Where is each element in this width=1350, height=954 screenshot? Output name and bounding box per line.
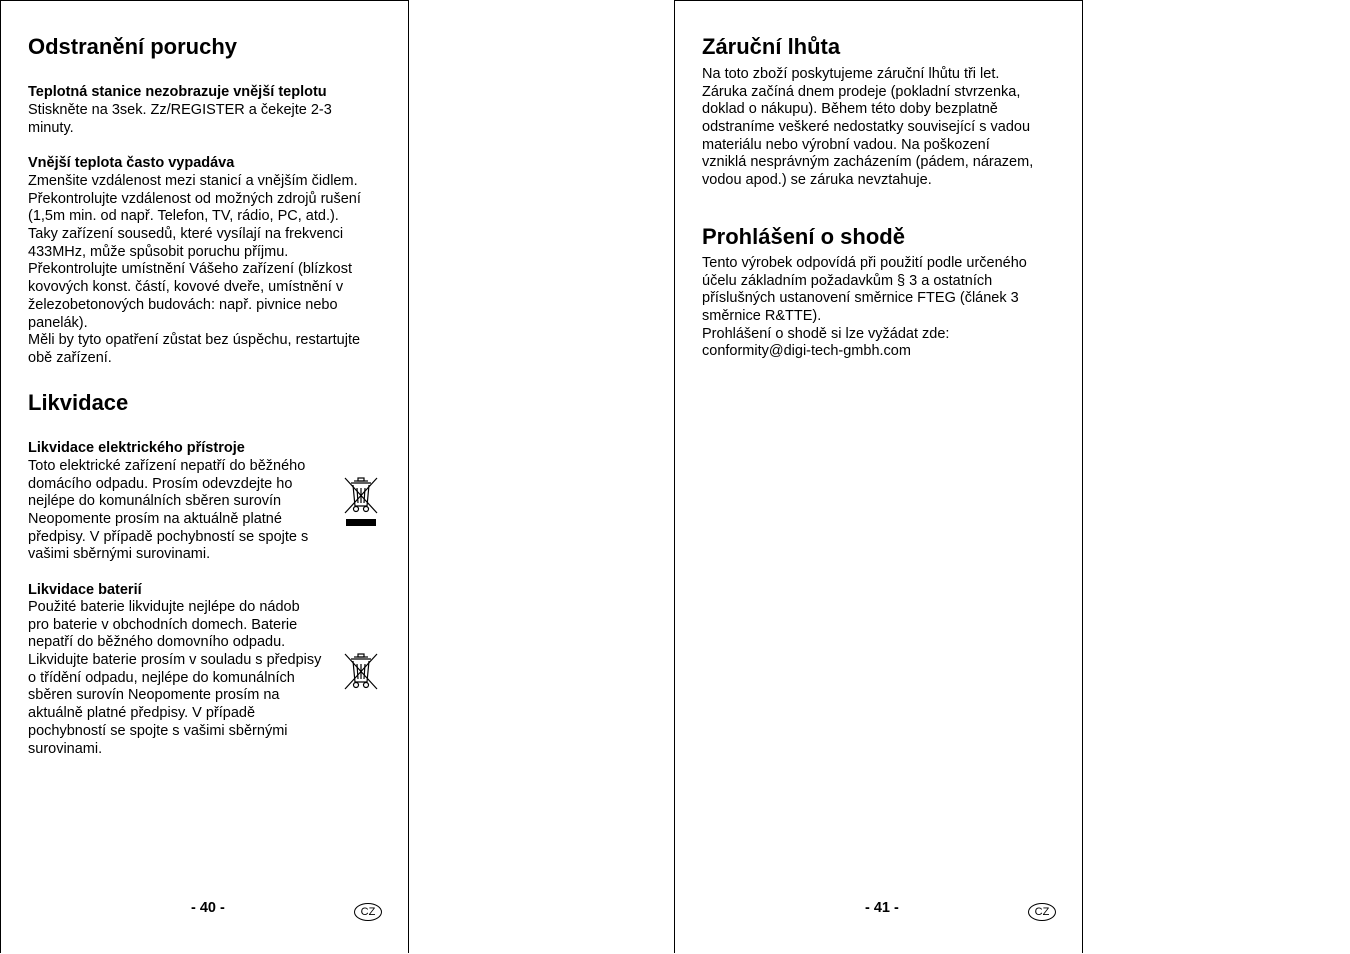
text-line: minuty. — [28, 119, 74, 136]
text-line: Překontrolujte vzdálenost od možných zdrojů rušení — [28, 190, 361, 207]
manual-page-right — [674, 0, 1083, 953]
text-line: příslušných ustanovení směrnice FTEG (článek 3 — [702, 290, 1019, 307]
text-line: Na toto zboží poskytujeme záruční lhůtu tři let. — [702, 66, 1000, 82]
warranty-heading: Záruční lhůta — [702, 34, 841, 59]
warranty-text — [702, 66, 1033, 190]
battery-disposal-title: Likvidace baterií — [28, 582, 142, 598]
language-badge: CZ — [354, 903, 382, 921]
conformity-email: conformity@digi-tech-gmbh.com — [702, 343, 911, 360]
text-line: surovinami. — [28, 740, 103, 757]
text-line: vašimi sběrnými surovinami. — [28, 546, 211, 563]
language-badge: CZ — [1028, 903, 1056, 921]
text-line: materiálu nebo výrobní vadou. Na poškození — [702, 136, 990, 153]
text-line: Likvidujte baterie prosím v souladu s předpisy — [28, 652, 322, 669]
text-line: nepatří do běžného domovního odpadu. — [28, 634, 286, 651]
crossed-out-wheelie-bin-icon — [341, 651, 381, 691]
text-line: Překontrolujte umístnění Vášeho zařízení (blízkost — [28, 261, 352, 278]
text-line: sběren surovín Neopomente prosím na — [28, 687, 280, 704]
text-line: (1,5m min. od např. Telefon, TV, rádio, PC, atd.). — [28, 208, 339, 225]
text-line: odstraníme veškeré nedostatky související s vadou — [702, 119, 1031, 136]
text-line: aktuálně platné předpisy. V případě — [28, 705, 256, 722]
disposal-heading: Likvidace — [28, 390, 129, 415]
electrical-disposal-title: Likvidace elektrického přístroje — [28, 440, 245, 456]
text-line: domácího odpadu. Prosím odevzdejte ho — [28, 475, 293, 492]
text-line: Taky zařízení sousedů, které vysílají na frekvenci — [28, 226, 344, 243]
text-line: 433MHz, může spůsobit poruchu příjmu. — [28, 243, 289, 260]
text-line: Zmenšite vzdálenost mezi stanicí a vnějším čidlem. — [28, 173, 358, 189]
text-line: nejlépe do komunálních sběren surovín — [28, 493, 282, 510]
issue-no-outdoor-temp-title: Teplotná stanice nezobrazuje vnější teplotu — [28, 84, 327, 100]
page-number: - 41 - — [865, 900, 899, 916]
manual-page-left — [0, 0, 409, 953]
battery-disposal-text — [28, 599, 321, 758]
issue-signal-drops-title: Vnější teplota často vypadáva — [28, 155, 235, 171]
issue-signal-drops-text — [28, 173, 361, 368]
page-number: - 40 - — [191, 900, 225, 916]
text-line: směrnice R&TTE). — [702, 308, 822, 325]
issue-no-outdoor-temp-text — [28, 102, 332, 137]
text-line: Toto elektrické zařízení nepatří do běžného — [28, 458, 306, 474]
text-line: obě zařízení. — [28, 349, 112, 366]
text-line: o třídění odpadu, nejlépe do komunálních — [28, 669, 295, 686]
text-line: předpisy. V případě pochybností se spojte s — [28, 528, 309, 545]
weee-bin-icon — [341, 475, 381, 531]
text-line: Měli by tyto opatření zůstat bez úspěchu, restartujte — [28, 332, 361, 349]
text-line: železobetonových budovách: např. pivnice nebo — [28, 296, 338, 313]
conformity-text — [702, 255, 1027, 361]
text-line: pro baterie v obchodních domech. Baterie — [28, 616, 298, 633]
text-line: Stiskněte na 3sek. Zz/REGISTER a čekejte 2-3 — [28, 102, 332, 118]
text-line: panelák). — [28, 314, 88, 331]
text-line: vodou apod.) se záruka nevztahuje. — [702, 172, 932, 189]
text-line: Tento výrobek odpovídá při použití podle určeného — [702, 255, 1027, 271]
troubleshooting-heading: Odstranění poruchy — [28, 34, 238, 59]
text-line: účelu základním požadavkům § 3 a ostatních — [702, 272, 993, 289]
crossed-out-wheelie-bin-icon — [341, 475, 381, 531]
battery-bin-icon — [341, 651, 381, 691]
text-line: pochybností se spojte s vašimi sběrnými — [28, 722, 288, 739]
text-line: vzniklá nesprávným zacházením (pádem, nárazem, — [702, 154, 1034, 171]
text-line: Prohlášení o shodě si lze vyžádat zde: — [702, 325, 950, 342]
text-line: doklad o nákupu). Během této doby bezplatně — [702, 101, 998, 118]
text-line: Použité baterie likvidujte nejlépe do nádob — [28, 599, 300, 615]
text-line: Záruka začíná dnem prodeje (pokladní stvrzenka, — [702, 83, 1021, 100]
electrical-disposal-text — [28, 458, 308, 564]
text-line: kovových konst. částí, kovové dveře, umístnění v — [28, 279, 344, 296]
conformity-heading: Prohlášení o shodě — [702, 224, 905, 249]
text-line: Neopomente prosím na aktuálně platné — [28, 511, 282, 528]
